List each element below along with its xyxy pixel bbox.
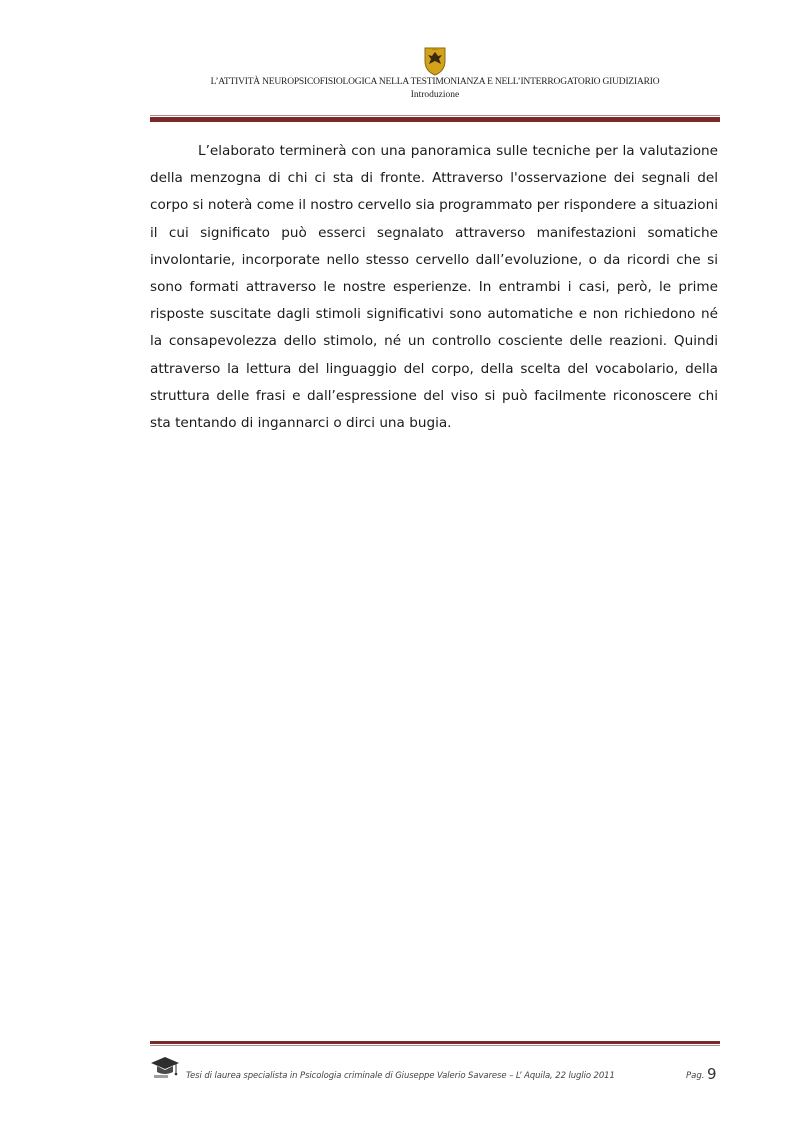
footer-rule [150, 1041, 720, 1044]
body-paragraph-container [150, 138, 718, 437]
footer-rule-thin [150, 1045, 720, 1046]
header-rule [150, 117, 720, 122]
running-header-section: Introduzione [410, 90, 460, 100]
body-paragraph: L’elaborato terminerà con una panoramica sulle tecniche per la valutazione della menzogna di chi ci sta di fronte. Attraverso l'osservazione dei segnali del corpo si noterà come il nostro cervello sia programmato per rispondere a situazioni il cui significato può esserci segnalato attraverso manifestazioni somatiche involontarie, incorporate nello stesso cervello dall’evoluzione, o da ricordi che si sono formati attraverso le nostre esperienze. In entrambi i casi, però, le prime risposte suscitate dagli stimoli significativi sono automatiche e non richiedono né la consapevolezza dello stimolo, né un controllo cosciente delle reazioni. Quindi attraverso la lettura del linguaggio del corpo, della scelta del vocabolario, della struttura delle frasi e dall’espressione del viso si può facilmente riconoscere chi sta tentando di ingannarci o dirci una bugia. [150, 143, 718, 432]
running-header-title: L’ATTIVITÀ NEUROPSICOFISIOLOGICA NELLA TESTIMONIANZA E NELL’INTERROGATORIO GIUDIZIARIO [210, 77, 660, 87]
header-rule-thin [150, 115, 720, 116]
crest-icon [422, 46, 448, 76]
page-label: Pag. [686, 1071, 705, 1081]
page-number: 9 [707, 1065, 717, 1083]
footer-thesis-info: Tesi di laurea specialista in Psicologia criminale di Giuseppe Valerio Savarese – L’ Aquila, 22 luglio 2011 [186, 1071, 615, 1081]
graduation-cap-icon [150, 1054, 180, 1080]
